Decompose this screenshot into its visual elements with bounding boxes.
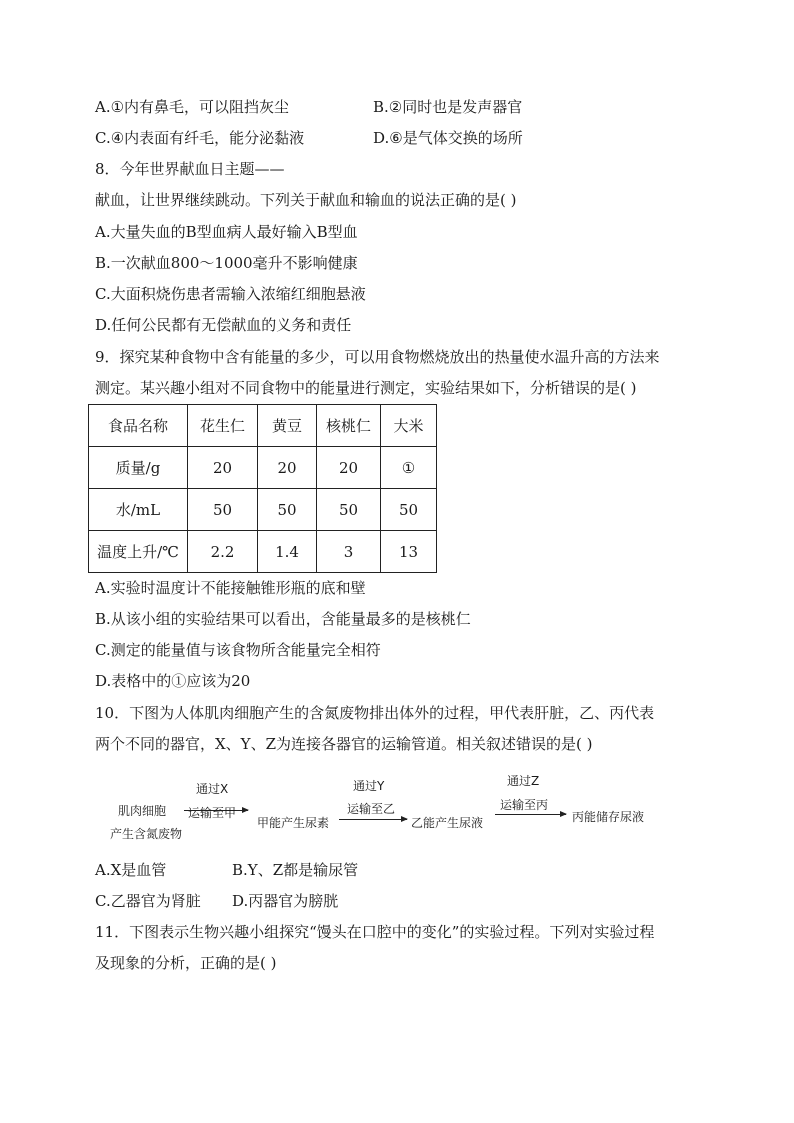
table-cell: 3 <box>317 531 381 573</box>
flow-node-liver: 甲能产生尿素 <box>257 816 330 830</box>
q11-stem-line2: 及现象的分析，正确的是( ) <box>95 954 277 972</box>
q10-stem-line2: 两个不同的器官，X、Y、Z为连接各器官的运输管道。相关叙述错误的是( ) <box>95 735 593 753</box>
q8-option-c: C.大面积烧伤患者需输入浓缩红细胞悬液 <box>95 285 366 303</box>
table-cell: 20 <box>258 447 317 489</box>
q10-stem-line1: 10．下图为人体肌肉细胞产生的含氮废物排出体外的过程，甲代表肝脏，乙、丙代表 <box>95 704 655 722</box>
arrow3-top-label: 通过Z <box>507 774 540 788</box>
table-row <box>89 489 437 531</box>
table-cell: 1.4 <box>258 531 317 573</box>
q8-option-b: B.一次献血800～1000毫升不影响健康 <box>95 254 358 272</box>
table-cell: 50 <box>317 489 381 531</box>
table-cell: 温度上升/℃ <box>89 531 188 573</box>
table-row <box>89 531 437 573</box>
flow-start-line2: 产生含氮废物 <box>110 827 183 841</box>
q9-stem-line1: 9．探究某种食物中含有能量的多少，可以用食物燃烧放出的热量使水温升高的方法来 <box>95 348 660 366</box>
arrow2-bottom-label: 运输至乙 <box>347 802 396 816</box>
q11-stem-line1: 11．下图表示生物兴趣小组探究“馒头在口腔中的变化”的实验过程。下列对实验过程 <box>95 923 655 941</box>
table-cell: 50 <box>258 489 317 531</box>
table-cell: 质量/g <box>89 447 188 489</box>
q9-stem-line2: 测定。某兴趣小组对不同食物中的能量进行测定，实验结果如下，分析错误的是( ) <box>95 379 637 397</box>
q10-option-b: B.Y、Z都是输尿管 <box>232 861 359 879</box>
q7-option-d: D.⑥是气体交换的场所 <box>373 129 523 147</box>
food-energy-table <box>88 404 437 573</box>
table-cell: 50 <box>188 489 258 531</box>
table-cell: 20 <box>317 447 381 489</box>
table-cell: 50 <box>381 489 437 531</box>
table-row <box>89 447 437 489</box>
table-cell: 2.2 <box>188 531 258 573</box>
table-cell: 13 <box>381 531 437 573</box>
flow-start-line1: 肌肉细胞 <box>118 804 167 818</box>
q9-option-c: C.测定的能量值与该食物所含能量完全相符 <box>95 641 381 659</box>
q10-option-d: D.丙器官为膀胱 <box>232 892 339 910</box>
q8-option-a: A.大量失血的B型血病人最好输入B型血 <box>95 223 358 241</box>
q7-option-b: B.②同时也是发声器官 <box>373 98 523 116</box>
arrow1-top-label: 通过X <box>196 782 229 796</box>
q7-option-a: A.①内有鼻毛，可以阻挡灰尘 <box>95 98 290 116</box>
table-header-cell: 黄豆 <box>258 405 317 447</box>
q10-option-a: A.X是血管 <box>95 861 167 879</box>
table-header-cell: 核桃仁 <box>317 405 381 447</box>
q8-stem-line2: 献血，让世界继续跳动。下列关于献血和输血的说法正确的是( ) <box>95 191 517 209</box>
table-cell: 20 <box>188 447 258 489</box>
flow-node-bladder: 丙能储存尿液 <box>572 810 645 824</box>
arrow3-bottom-label: 运输至丙 <box>500 798 549 812</box>
table-cell: 水/mL <box>89 489 188 531</box>
q8-option-d: D.任何公民都有无偿献血的义务和责任 <box>95 316 352 334</box>
table-header-cell: 大米 <box>381 405 437 447</box>
q9-option-b: B.从该小组的实验结果可以看出，含能量最多的是核桃仁 <box>95 610 471 628</box>
flow-node-kidney: 乙能产生尿液 <box>411 816 484 830</box>
excretion-flow-diagram <box>110 770 670 850</box>
arrow2-icon <box>339 819 407 820</box>
q10-option-c: C.乙器官为肾脏 <box>95 892 201 910</box>
table-header-cell: 食品名称 <box>89 405 188 447</box>
arrow2-top-label: 通过Y <box>353 779 385 793</box>
table-cell: ① <box>381 447 437 489</box>
q9-option-d: D.表格中的①应该为20 <box>95 672 251 690</box>
table-header-row <box>89 405 437 447</box>
arrow1-bottom-label: 运输至甲 <box>188 806 237 820</box>
q7-option-c: C.④内表面有纤毛，能分泌黏液 <box>95 129 305 147</box>
arrow3-icon <box>495 814 566 815</box>
q9-option-a: A.实验时温度计不能接触锥形瓶的底和壁 <box>95 579 366 597</box>
table-header-cell: 花生仁 <box>188 405 258 447</box>
q8-stem-line1: 8．今年世界献血日主题—— <box>95 160 285 178</box>
